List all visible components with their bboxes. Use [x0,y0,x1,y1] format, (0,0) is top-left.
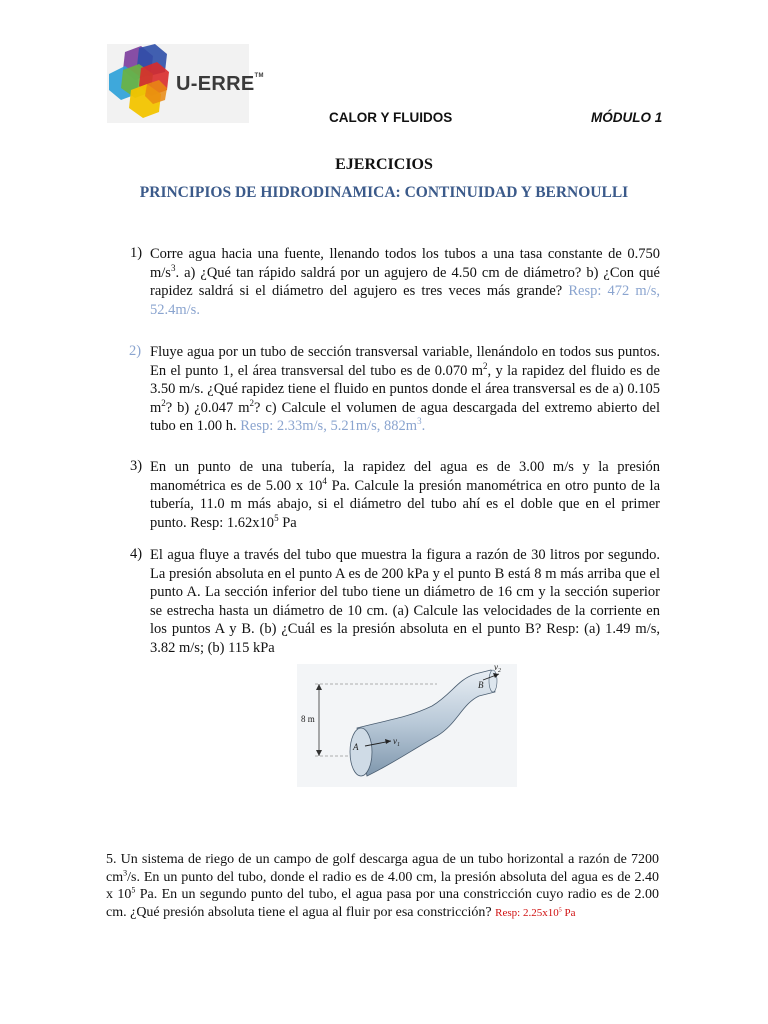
height-label: 8 m [301,714,315,724]
answer: Resp: 2.33m/s, 5.21m/s, $882m^3$. [240,416,426,434]
point-b-label: B [478,680,484,690]
problem-number: 2) [129,343,142,359]
problem-number: 1) [130,245,143,261]
problem-2: Fluye agua por un tubo de sección transversal variable, llenándolo en todos sus puntos. En el punto 1, el área transversal del tubo es de 0.070 $m^2$, y la rapidez del fluido es de 3.50 m/s. ¿Qué rapidez tiene el fluido en puntos donde el área transversal es de a) 0.105 $m^2$? b) ¿0.047 $m^2$? c) Calcule el volumen de agua descargada del extremo abierto del tubo en 1.00 h. Resp: 2.33m/s, 5.21m/s, $882m^3$. [150,344,660,434]
v2-label: $v_2$ [494,664,501,674]
problem-3: En un punto de una tubería, la rapidez del agua es de 3.00 m/s y la presión manométrica es de 5.00 x $10^4$ Pa. Calcule la presión manométrica en otro punto de la tubería, 11.0 m más abajo, si el diámetro del tubo ahí es el doble que en el primer punto. Resp: $1.62x10^5$ Pa [150,459,661,531]
page-subtitle: PRINCIPIOS DE HIDRODINAMICA: CONTINUIDAD Y BERNOULLI [139,184,629,201]
problem-number: 3) [130,458,143,474]
problem-5: 5. Un sistema de riego de un campo de golf descarga agua de un tubo horizontal a razón de 7200 $cm^3/s$. En un punto del tubo, donde el radio es de 4.00 cm, la presión absoluta del agua es de 2.40 x $10^5$ Pa. En un segundo punto del tubo, el agua pasa por una constricción cuyo radio es de 2.00 cm. ¿Qué presión absoluta tiene el agua al fluir por esa constricción? Resp: $2.25x10^5$ Pa [106,852,660,920]
pipe-figure [297,664,517,787]
logo-text: U-ERRE™ [176,73,264,95]
module-label: MÓDULO 1 [591,110,663,125]
answer: Resp: 472 m/s, 52.4m/s. [150,283,661,318]
v1-label: $v_1$ [393,736,400,748]
answer: Resp: $2.25x10^5$ Pa [495,906,576,919]
problem-number: 4) [130,546,143,562]
problem-4: El agua fluye a través del tubo que muestra la figura a razón de 30 litros por segundo. La presión absoluta en el punto A es de 200 kPa y el punto B está 8 m más arriba que el punto A. La sección inferior del tubo tiene un diámetro de 16 cm y la sección superior se estrecha hasta un diámetro de 10 cm. (a) Calcule las velocidades de la corriente en los puntos A y B. (b) ¿Cuál es la presión absoluta en el punto B? Resp: (a) 1.49 m/s, 3.82 m/s; (b) 115 kPa [150,547,660,656]
page-title: EJERCICIOS [335,156,433,173]
point-a-label: A [353,742,359,752]
problem-1: Corre agua hacia una fuente, llenando todos los tubos a una tasa constante de 0.750 $m/s^3$. a) ¿Qué tan rápido saldrá por un agujero de 4.50 cm de diámetro? b) ¿Con qué rapidez saldrá si el diámetro del agujero es tres veces más grande? Resp: 472 m/s, 52.4m/s. [150,246,661,318]
pipe-diagram-icon [297,664,517,787]
course-title: CALOR Y FLUIDOS [329,110,453,125]
